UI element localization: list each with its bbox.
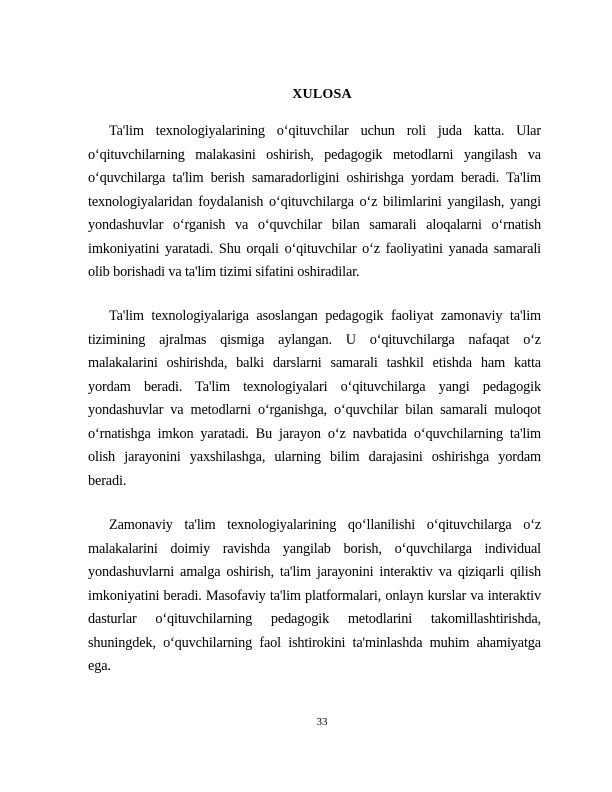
- paragraph-2: Ta'lim texnologiyalariga asoslangan pedagogik faoliyat zamonaviy ta'lim tizimining ajralmas qismiga aylangan. U o‘qituvchilarga nafaqat o‘z malakalarini oshirishda, balki darslarni samarali tashkil etishda ham katta yordam beradi. Ta'lim texnologiyalari o‘qituvchilarga yangi pedagogik yondashuvlar va metodlarni o‘rganishga, o‘quvchilar bilan samarali muloqot o‘rnatishga imkon yaratadi. Bu jarayon o‘z navbatida o‘quvchilarning ta'lim olish jarayonini yaxshilashga, ularning bilim darajasini oshirishga yordam beradi.: [88, 308, 541, 489]
- paragraph-3: Zamonaviy ta'lim texnologiyalarining qo‘llanilishi o‘qituvchilarga o‘z malakalarini doimiy ravishda yangilab borish, o‘quvchilarga individual yondashuvlarni amalga oshirish, ta'lim jarayonini interaktiv va qiziqarli qilish imkoniyatini beradi. Masofaviy ta'lim platformalari, onlayn kurslar va interaktiv dasturlar o‘qituvchilarning pedagogik metodlarini takomillashtirishda, shuningdek, o‘quvchilarning faol ishtirokini ta'minlashda muhim ahamiyatga ega.: [88, 517, 541, 674]
- paragraph-1: Ta'lim texnologiyalarining o‘qituvchilar uchun roli juda katta. Ular o‘qituvchilarning malakasini oshirish, pedagogik metodlarni yangilash va o‘quvchilarga ta'lim berish samaradorligini oshirishga yordam beradi. Ta'lim texnologiyalaridan foydalanish o‘qituvchilarga o‘z bilimlarini yangilash, yangi yondashuvlar o‘rganish va o‘quvchilar bilan samarali aloqalarni o‘rnatish imkoniyatini yaratadi. Shu orqali o‘qituvchilar o‘z faoliyatini yanada samarali olib borishadi va ta'lim tizimi sifatini oshiradilar.: [88, 123, 541, 280]
- page-number: 33: [316, 716, 328, 728]
- page-title: XULOSA: [292, 87, 352, 102]
